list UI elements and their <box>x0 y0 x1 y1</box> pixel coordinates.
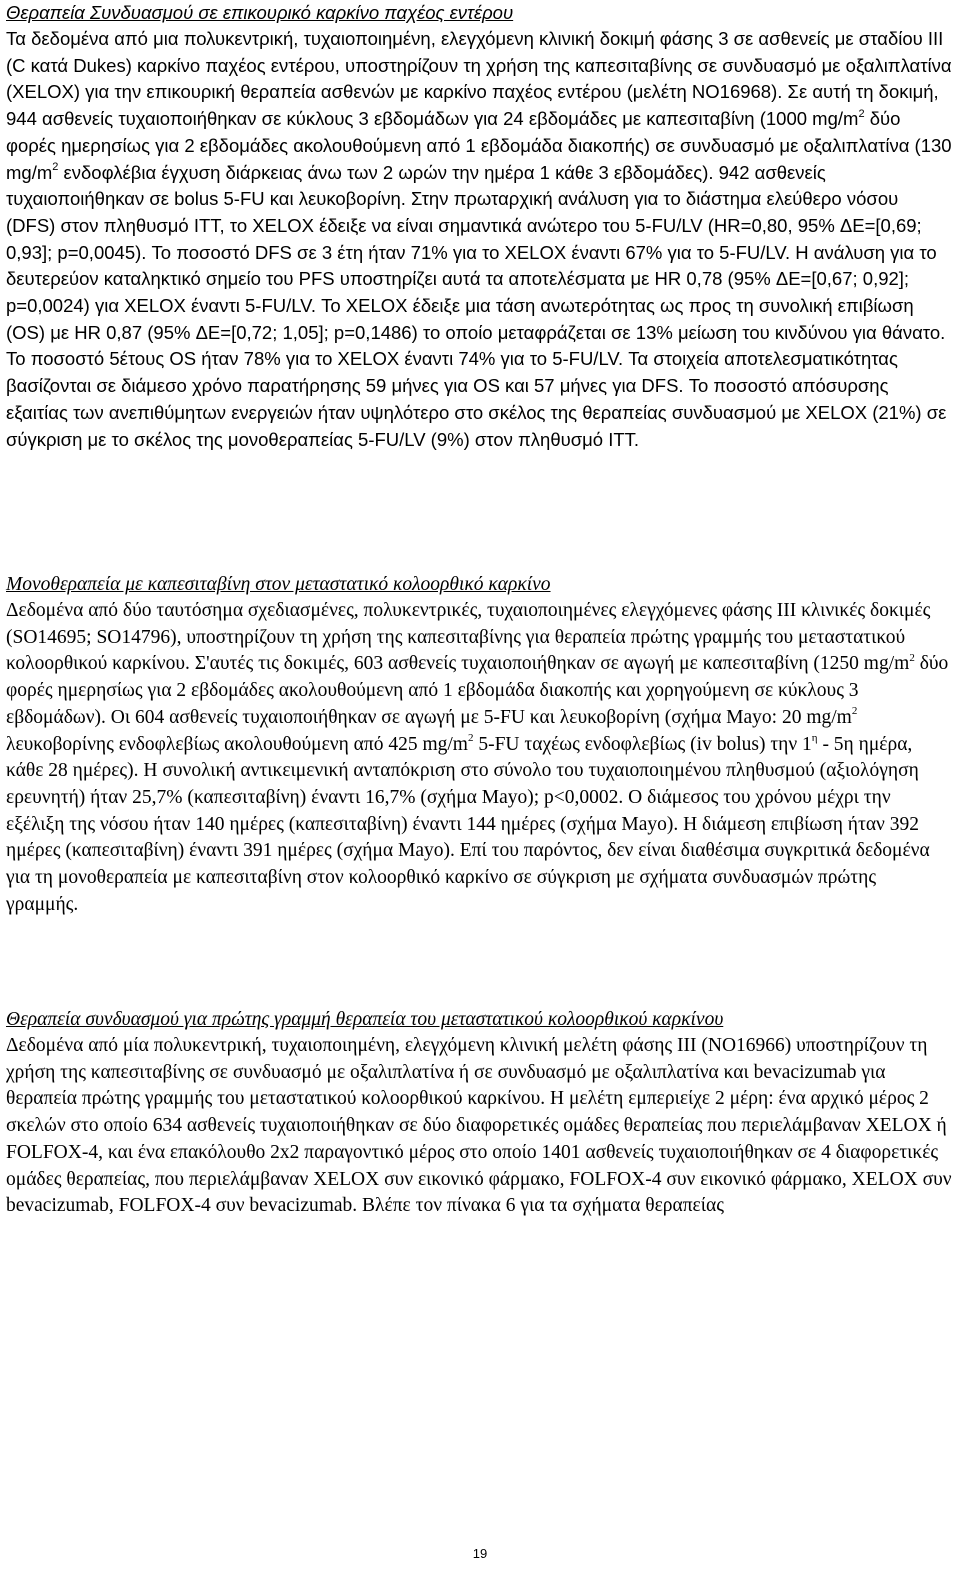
section-paragraph: Δεδομένα από δύο ταυτόσημα σχεδιασμένες, πολυκεντρικές, τυχαιοποιημένες ελεγχόμενες φάσης ΙΙΙ κλινικές δοκιμές (SO14695; SO14796), υποστηρίζουν τη χρήση της καπεσιταβίνης για θεραπεία πρώτης γραμμής του μεταστατικού κολοορθικού καρκίνου. Σ'αυτές τις δοκιμές, 603 ασθενείς τυχαιοποιήθηκαν σε αγωγή με καπεσιταβίνη (1250 $mg/m^2$ δύο φορές ημερησίως για 2 εβδομάδες ακολουθούμενη από 1 εβδομάδα διακοπής και χορηγούμενη σε κύκλους 3 εβδομάδων). Οι 604 ασθενείς τυχαιοποιήθηκαν σε αγωγή με 5-FU και λευκοβορίνη (σχήμα Mayo: 20 $mg/m^2$ λευκοβορίνης ενδοφλεβίως ακολουθούμενη από 425 $mg/m^2$ 5-FU ταχέως ενδοφλεβίως (iv bolus) την $1^\eta - 5\eta$ ημέρα, κάθε 28 ημέρες). Η συνολική αντικειμενική ανταπόκριση στο σύνολο του τυχαιοποιημένου πληθυσμού (αξιολόγηση ερευνητή) ήταν 25,7% (καπεσιταβίνη) έναντι 16,7% (σχήμα Mayo); p<0,0002. Ο διάμεσος του χρόνου μέχρι την εξέλιξη της νόσου ήταν 140 ημέρες (καπεσιταβίνη) έναντι 144 ημέρες (σχήμα Mayo). Η διάμεση επιβίωση ήταν 392 ημέρες (καπεσιταβίνη) έναντι 391 ημέρες (σχήμα Mayo). Επί του παρόντος, δεν είναι διαθέσιμα συγκριτικά δεδομένα για τη μονοθεραπεία με καπεσιταβίνη στον κολοορθικό καρκίνο σε σύγκριση με σχήματα συνδυασμών πρώτης γραμμής. <box>6 600 949 915</box>
section-first-line-combination <box>6 1007 952 1220</box>
page-number: 19 <box>472 1546 488 1561</box>
section-heading: Μονοθεραπεία με καπεσιταβίνη στον μεταστατικό κολοορθικό καρκίνο <box>6 574 551 595</box>
section-adjuvant-colon-cancer <box>6 0 952 453</box>
section-paragraph: Δεδομένα από μία πολυκεντρική, τυχαιοποιημένη, ελεγχόμενη κλινική μελέτη φάσης ΙΙΙ (NO16966) υποστηρίζουν τη χρήση της καπεσιταβίνης σε συνδυασμό με οξαλιπλατίνα ή σε συνδυασμό με οξαλιπλατίνα και bevacizumab για θεραπεία πρώτης γραμμής του μεταστατικού κολοορθικού καρκίνου. Η μελέτη εμπεριείχε 2 μέρη: ένα αρχικό μέρος 2 σκελών στο οποίο 634 ασθενείς τυχαιοποιήθηκαν σε δύο διαφορετικές ομάδες θεραπείας που περιελάμβαναν XELOX ή FOLFOX-4, και ένα επακόλουθο 2x2 παραγοντικό μέρος στο οποίο 1401 ασθενείς τυχαιοποιήθηκαν σε 4 διαφορετικές ομάδες θεραπείας, που περιελάμβαναν XELOX συν εικονικό φάρμακο, FOLFOX-4 συν εικονικό φάρμακο, XELOX συν bevacizumab, FOLFOX-4 συν bevacizumab. Βλέπε τον πίνακα 6 για τα σχήματα θεραπείας <box>6 1035 952 1217</box>
section-paragraph: Τα δεδομένα από μια πολυκεντρική, τυχαιοποιημένη, ελεγχόμενη κλινική δοκιμή φάσης 3 σε ασθενείς με σταδίου ΙΙΙ (C κατά Dukes) καρκίνο παχέος εντέρου, υποστηρίζουν τη χρήση της καπεσιταβίνης σε συνδυασμό με οξαλιπλατίνα (XELOX) για την επικουρική θεραπεία ασθενών με καρκίνο παχέος εντέρου (μελέτη NO16968). Σε αυτή τη δοκιμή, 944 ασθενείς τυχαιοποιήθηκαν σε κύκλους 3 εβδομάδων για 24 εβδομάδες με καπεσιταβίνη (1000 $mg/m^2$ δύο φορές ημερησίως για 2 εβδομάδες ακολουθούμενη από 1 εβδομάδα διακοπής) σε συνδυασμό με οξαλιπλατίνα (130 $mg/m^2$ ενδοφλέβια έγχυση διάρκειας άνω των 2 ωρών την ημέρα 1 κάθε 3 εβδομάδες). 942 ασθενείς τυχαιοποιήθηκαν σε bolus 5-FU και λευκοβορίνη. Στην πρωταρχική ανάλυση για το διάστημα ελεύθερο νόσου (DFS) στον πληθυσμό ITT, το XELOX έδειξε να είναι σημαντικά ανώτερο του 5-FU/LV (HR=0,80, 95% ΔΕ=[0,69; 0,93]; p=0,0045). Το ποσοστό DFS σε 3 έτη ήταν 71% για το XELOX έναντι 67% για το 5-FU/LV. Η ανάλυση για το δευτερεύον καταληκτικό σημείο του PFS υποστηρίζει αυτά τα αποτελέσματα με HR 0,78 (95% ΔΕ=[0,67; 0,92]; p=0,0024) για XELOX έναντι 5-FU/LV. Το XELOX έδειξε μια τάση ανωτερότητας ως προς τη συνολική επιβίωση (OS) με HR 0,87 (95% ΔΕ=[0,72; 1,05]; p=0,1486) το οποίο μεταφράζεται σε 13% μείωση του κινδύνου για θάνατο. Το ποσοστό 5έτους OS ήταν 78% για το XELOX έναντι 74% για το 5-FU/LV. Τα στοιχεία αποτελεσματικότητας βασίζονται σε διάμεσο χρόνο παρατήρησης 59 μήνες για OS και 57 μήνες για DFS. Το ποσοστό απόσυρσης εξαιτίας των ανεπιθύμητων ενεργειών ήταν υψηλότερο στο σκέλος της θεραπείας συνδυασμού με XELOX (21%) σε σύγκριση με το σκέλος της μονοθεραπείας 5-FU/LV (9%) στον πληθυσμό ITT. <box>6 28 952 450</box>
section-heading: Θεραπεία Συνδυασμού σε επικουρικό καρκίνο παχέος εντέρου <box>6 2 514 23</box>
section-metastatic-monotherapy <box>6 572 952 918</box>
section-heading: Θεραπεία συνδυασμού για πρώτης γραμμή θεραπεία του μεταστατικού κολοορθικού καρκίνου <box>6 1009 724 1030</box>
